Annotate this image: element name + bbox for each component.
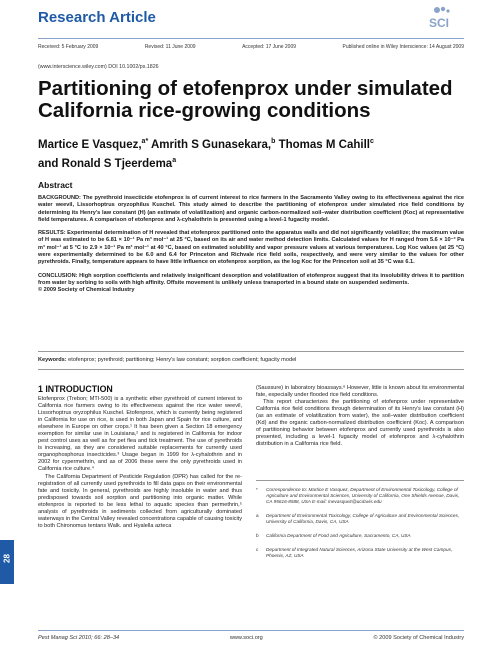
background-text: The pyrethroid insecticide etofenprox is of current interest to rice farmers in the Sacramento Valley owing to its effectiveness against the rice water weevil, Lissorhoptrus oryzophilus Kuschel. This study aimed to describe the partitioning of etofenprox under simulated rice field conditions by determining its Henry's law constant (H) (an estimate of volatilization) and organic carbon-normalized soil–water distribution coefficient (Koc) at representative field temperatures. A comparison of etofenprox and λ-cyhalothrin is presented using a level-1 fugacity model. [38,195,464,223]
results-label: RESULTS: [38,230,66,237]
footnote-divider [256,480,464,481]
abstract-results [38,230,464,266]
journal-citation: Pest Manag Sci 2010; 66: 28–34 [38,635,120,641]
article-title: Partitioning of etofenprox under simulated California rice-growing conditions [38,77,453,122]
paragraph: The California Department of Pesticide Regulation (DPR) has called for the re-registration of all currently used pyrethroids to fill data gaps on their environmental fate and toxicity. In general, pyrethroids are highly insoluble in water and thus predisposed towards soil sorption and partitioning into organic matter. While etofenprox is reported to be less lethal to aquatic species than permethrin,⁵ analysis of pyrethroids in sediments collected from agriculturally dominated waterways in the Central Valley revealed concentrations capable of causing toxicity to both Chironomus tentans Walk. and Hyalella azteca [38,473,242,529]
footer-copyright: © 2009 Society of Chemical Industry [373,635,464,641]
affiliation-mark: a* [141,138,149,145]
abstract-background [38,195,464,224]
author-name: Thomas M Cahill [275,138,370,151]
results-text: Experimental determination of H revealed that etofenprox partitioned onto the apparatus walls and did not significantly volatilize; the maximum value of H was estimated to be 6.81 × 10⁻¹ Pa m³ mol⁻¹ at 25 °C, based on its air and water method detection limits. Calculated values for H ranged from 5.6 × 10⁻³ Pa m³ mol⁻¹ at 5 °C to 2.9 × 10⁻¹ Pa m³ mol⁻¹ at 40 °C, based on estimated solubility and vapor pressure values at various temperatures. Log Koc values (at 25 °C) were experimentally determined to be 6.0 and 6.4 for Princeton and Richvale rice field soils, respectively, and were very similar to the values for other pyrethroids. Finally, temperature appears to have little influence on etofenprox sorption, as the log Koc for the Princeton soil at 35 °C was 6.1. [38,230,464,266]
left-column [38,396,242,530]
sci-logo [423,6,465,30]
accepted-date: Accepted: 17 June 2009 [242,44,297,50]
footnotes [256,487,464,567]
conclusion-label: CONCLUSION: [38,272,78,279]
author-name: Amrith S Gunasekara, [148,138,272,151]
section-heading-introduction: 1 INTRODUCTION [38,384,113,394]
footnote-item: b California Department of Food and Agriculture, Sacramento, CA, USA [256,533,411,538]
page-footer [38,635,464,641]
header-divider [38,38,464,39]
paragraph: (Saussure) in laboratory bioassays.⁶ However, little is known about its environmental fate, especially under flooded rice field conditions. [256,385,464,399]
abstract-body [38,195,464,301]
author-name: Martice E Vasquez, [38,138,142,151]
affiliation-mark: b [271,138,276,145]
footnote-item: * Correspondence to: Martice E Vasquez, Department of Environmental Toxicology, College of Agriculture and Environmental Sciences, University of California, One Shields Avenue, Davis, CA 95616-8588, USA E-mail: mevasquez@ucdavis.edu [256,487,460,504]
doi-line[interactable]: (www.interscience.wiley.com) DOI 10.1002/ps.1826 [38,64,159,70]
keywords-line [38,357,296,363]
footer-divider [38,630,464,631]
abstract-copyright: © 2009 Society of Chemical Industry [38,287,135,294]
background-label: BACKGROUND: [38,195,81,201]
keywords-text: etofenprox; pyrethroid; partitioning; Henry's law constant; sorption coefficient; fugacity model [66,357,297,363]
logo-text: SCI [429,16,450,30]
conclusion-text: High sorption coefficients and relatively insignificant desorption and volatilization of etofenprox suggest that its insolubility drives it to partition from water by sorbing to soils with high affinity. Offsite movement is unlikely unless transported in a bound state on suspended sediments. [38,272,464,286]
author-name: and Ronald S Tjeerdema [38,157,173,170]
abstract-heading: Abstract [38,180,73,190]
footnote-item: a Department of Environmental Toxicology, College of Agriculture and Environmental Sciences, University of California, Davis, CA, USA [256,513,460,524]
keywords-divider-bottom [38,369,464,370]
received-date: Received: 5 February 2009 [38,44,99,50]
page-number: 28 [2,554,12,563]
journal-website[interactable]: www.soci.org [229,635,263,641]
affiliation-mark: a [172,156,177,164]
footnote-item: c Department of Integrated Natural Sciences, Arizona State University at the West Campus, Phoenix, AZ, USA [256,547,453,558]
affiliation-mark: c [369,138,374,145]
author-list [38,134,458,172]
section-label: Research Article [38,9,156,26]
paragraph: This report characterizes the partitioning of etofenprox under representative California rice field conditions through determination of its Henry's law constant (H) (as an estimate of volatilization from water), the soil–water distribution coefficient (Kd) and the organic carbon-normalized distribution coefficient (Koc). A comparison of partitioning behavior between etofenprox and currently used pyrethroids is also presented, including a level-1 fugacity model of etofenprox and λ-cyhalothrin distribution in a California rice field. [256,399,464,448]
keywords-label: Keywords: [38,357,67,363]
keywords-divider-top [38,351,464,352]
right-column [256,385,464,448]
paragraph: Etofenprox (Trebon; MTI-500) is a synthetic ether pyrethroid of current interest to California rice farmers owing to its effectiveness against the rice water weevil, Lissorhoptrus oryzophilus Kuschel. Etofenprox, which is currently being registered in California for use on rice, is used in both Japan and Spain for rice culture, and elsewhere in Europe on other crops.¹ It has been given a Section 18 emergency exemption for similar use in Louisiana,² and is registered in California for indoor pest control uses as well as for pet flea and tick treatment. The use of pyrethroids is increasing, as they are considered suitable replacements for currently used organophosphorus insecticides.³ Usage began in 1999 for λ-cyhalothrin and in 2002 for cypermethrin, and as of 2006 these were the only pyrethroids used in California rice culture.⁴ [38,396,242,473]
history-dates [38,44,464,50]
abstract-conclusion [38,273,464,288]
published-date: Published online in Wiley Interscience: 14 August 2009 [342,44,464,50]
revised-date: Revised: 11 June 2009 [144,44,196,50]
